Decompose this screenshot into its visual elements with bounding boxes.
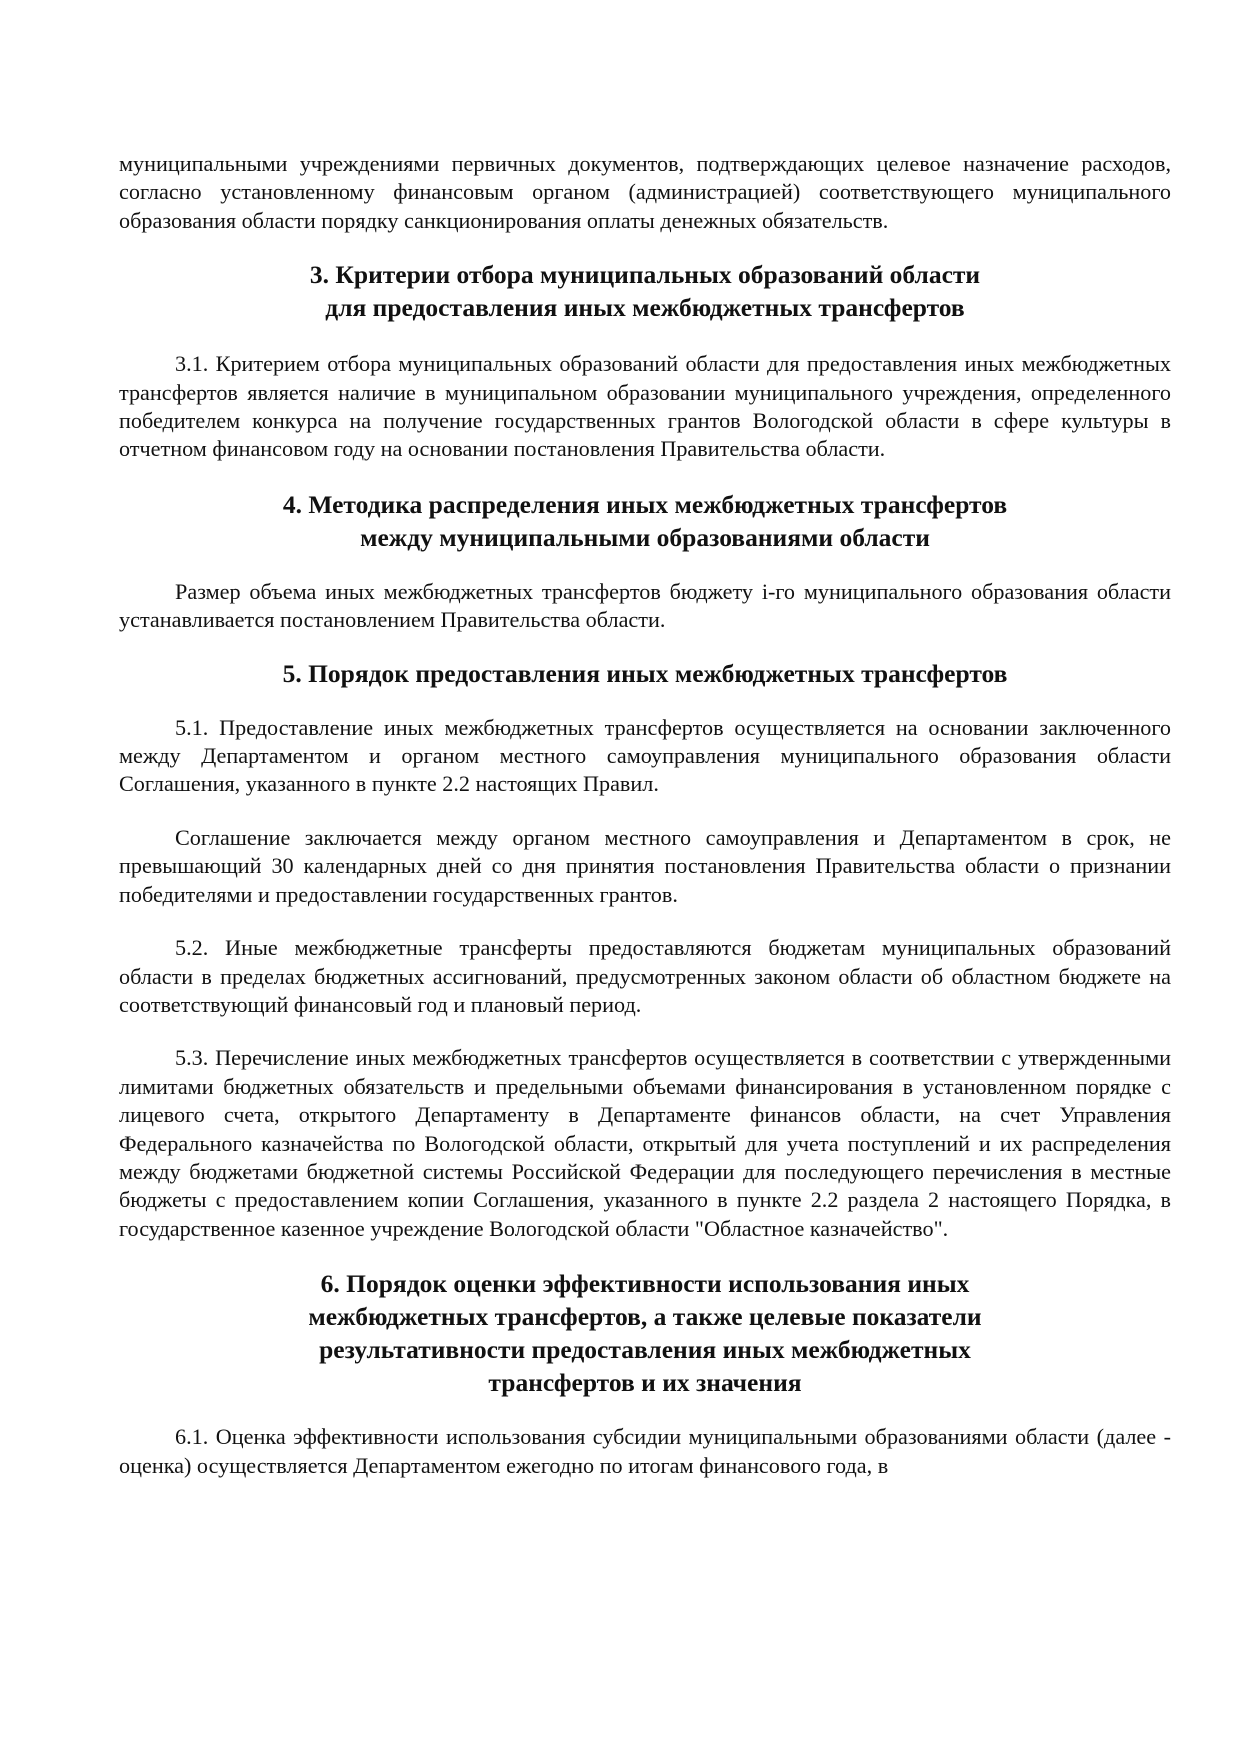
section-6-heading-line-4: трансфертов и их значения xyxy=(488,1368,802,1398)
section-4-heading xyxy=(119,488,1171,554)
section-5-paragraph-4: 5.3. Перечисление иных межбюджетных трансфертов осуществляется в соответствии с утвержденными лимитами бюджетных обязательств и предельными объемами финансирования в установленном порядке с лицевого счета, открытого Департаменту в Департаменте финансов области, на счет Управления Федерального казначейства по Вологодской области, открытый для учета поступлений и их распределения между бюджетами бюджетной системы Российской Федерации для последующего перечисления в местные бюджеты с предоставлением копии Соглашения, указанного в пункте 2.2 раздела 2 настоящего Порядка, в государственное казенное учреждение Вологодской области "Областное казначейство". xyxy=(119,1045,1171,1241)
section-4-heading-line-2: между муниципальными образованиями области xyxy=(360,522,930,552)
section-4-paragraph-1: Размер объема иных межбюджетных трансфертов бюджету i-го муниципального образования области устанавливается постановлением Правительства области. xyxy=(119,578,1171,633)
section-6-heading-line-2: межбюджетных трансфертов, а также целевые показатели xyxy=(308,1302,982,1332)
section-3-paragraph-1: 3.1. Критерием отбора муниципальных образований области для предоставления иных межбюджетных трансфертов является наличие в муниципальном образовании муниципального учреждения, определенного победителем конкурса на получение государственных грантов Вологодской области в сфере культуры в отчетном финансовом году на основании постановления Правительства области. xyxy=(119,351,1171,462)
intro-paragraph: муниципальными учреждениями первичных документов, подтверждающих целевое назначение расходов, согласно установленному финансовым органом (администрацией) соответствующего муниципального образования области порядку санкционирования оплаты денежных обязательств. xyxy=(119,151,1171,233)
section-5-paragraph-1: 5.1. Предоставление иных межбюджетных трансфертов осуществляется на основании заключенного между Департаментом и органом местного самоуправления муниципального образования области Соглашения, указанного в пункте 2.2 настоящих Правил. xyxy=(119,714,1171,797)
section-6-heading xyxy=(119,1267,1171,1399)
section-5-heading-line-1: 5. Порядок предоставления иных межбюджетных трансфертов xyxy=(282,658,1008,688)
section-3-heading xyxy=(119,258,1171,324)
section-6-heading-line-3: результативности предоставления иных межбюджетных xyxy=(319,1335,971,1365)
section-6-heading-line-1: 6. Порядок оценки эффективности использования иных xyxy=(320,1269,970,1299)
section-5-paragraph-3: 5.2. Иные межбюджетные трансферты предоставляются бюджетам муниципальных образований области в пределах бюджетных ассигнований, предусмотренных законом области об областном бюджете на соответствующий финансовый год и плановый период. xyxy=(119,935,1171,1017)
section-3-heading-line-1: 3. Критерии отбора муниципальных образований области xyxy=(309,260,981,290)
section-4-heading-line-1: 4. Методика распределения иных межбюджетных трансфертов xyxy=(282,489,1008,519)
section-3-heading-line-2: для предоставления иных межбюджетных трансфертов xyxy=(325,293,965,323)
section-6-paragraph-1: 6.1. Оценка эффективности использования субсидии муниципальными образованиями области (далее - оценка) осуществляется Департаментом ежегодно по итогам финансового года, в xyxy=(119,1424,1171,1478)
section-5-paragraph-2: Соглашение заключается между органом местного самоуправления и Департаментом в срок, не превышающий 30 календарных дней со дня принятия постановления Правительства области о признании победителями и предоставлении государственных грантов. xyxy=(119,824,1171,907)
section-5-heading xyxy=(119,657,1171,690)
document-page xyxy=(119,150,1171,1480)
